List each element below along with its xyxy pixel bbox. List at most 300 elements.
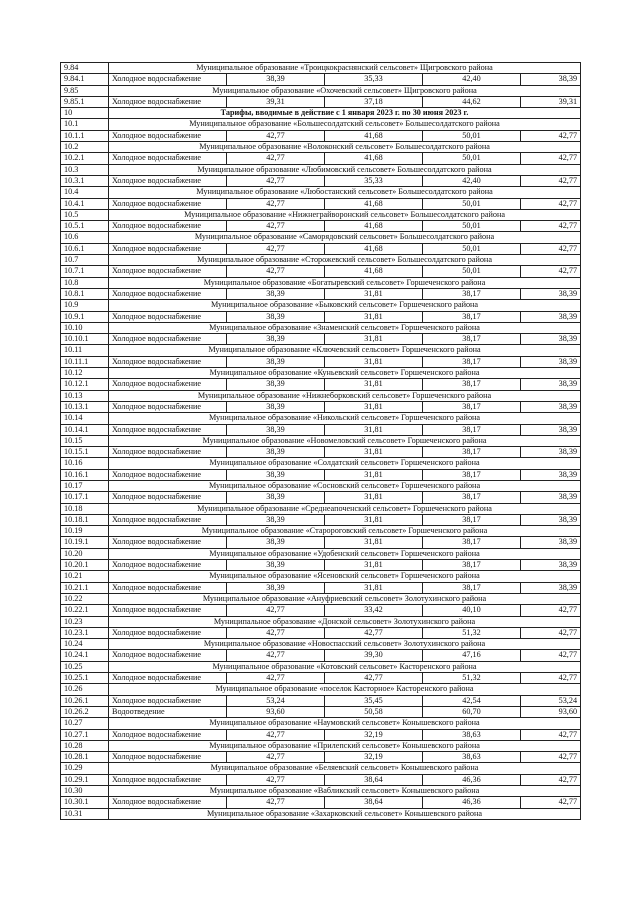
tariff-value: 40,10 (423, 605, 521, 616)
tariff-value: 38,39 (521, 560, 581, 571)
municipality-row (61, 142, 581, 153)
tariff-value: 39,31 (521, 96, 581, 107)
tariff-value: 42,77 (521, 729, 581, 740)
row-number: 10.27.1 (61, 729, 109, 740)
tariff-value: 42,77 (227, 797, 325, 808)
tariff-table (60, 62, 581, 820)
tariff-value: 32,19 (325, 729, 423, 740)
municipality-title: Муниципальное образование «Солдатский сельсовет» Горшеченского района (109, 458, 581, 469)
tariff-value: 38,39 (521, 401, 581, 412)
tariff-value: 42,77 (227, 729, 325, 740)
tariff-value: 38,39 (227, 492, 325, 503)
tariff-row (61, 469, 581, 480)
tariff-value: 38,39 (227, 379, 325, 390)
row-number: 10.14 (61, 413, 109, 424)
row-number: 10.13 (61, 390, 109, 401)
tariff-value: 42,77 (521, 650, 581, 661)
service-name: Холодное водоснабжение (109, 774, 227, 785)
tariff-value: 42,77 (227, 650, 325, 661)
tariff-row (61, 492, 581, 503)
tariff-row (61, 153, 581, 164)
tariff-row (61, 356, 581, 367)
tariff-value: 42,77 (521, 198, 581, 209)
tariff-row (61, 288, 581, 299)
row-number: 10.8.1 (61, 288, 109, 299)
tariff-row (61, 752, 581, 763)
service-name: Холодное водоснабжение (109, 243, 227, 254)
service-name: Холодное водоснабжение (109, 469, 227, 480)
tariff-value: 50,01 (423, 153, 521, 164)
tariff-value: 42,77 (227, 774, 325, 785)
tariff-value: 38,39 (227, 447, 325, 458)
tariff-value: 42,77 (227, 266, 325, 277)
tariff-value: 42,77 (325, 673, 423, 684)
row-number: 10.17.1 (61, 492, 109, 503)
row-number: 10.5 (61, 209, 109, 220)
row-number: 10.19 (61, 526, 109, 537)
row-number: 9.85 (61, 85, 109, 96)
tariff-value: 51,32 (423, 673, 521, 684)
tariff-row (61, 401, 581, 412)
tariff-row (61, 424, 581, 435)
tariff-value: 38,17 (423, 514, 521, 525)
tariff-value: 42,77 (325, 627, 423, 638)
tariff-value: 31,81 (325, 288, 423, 299)
service-name: Холодное водоснабжение (109, 288, 227, 299)
tariff-value: 42,77 (521, 797, 581, 808)
tariff-value: 35,33 (325, 74, 423, 85)
row-number: 10.7.1 (61, 266, 109, 277)
service-name: Холодное водоснабжение (109, 74, 227, 85)
tariff-value: 38,39 (521, 514, 581, 525)
municipality-title: Муниципальное образование «Прилепский сельсовет» Конышевского района (109, 740, 581, 751)
tariff-value: 53,24 (521, 695, 581, 706)
row-number: 10.3 (61, 164, 109, 175)
municipality-row (61, 480, 581, 491)
row-number: 10.1 (61, 119, 109, 130)
row-number: 10.25.1 (61, 673, 109, 684)
tariff-value: 38,39 (521, 582, 581, 593)
tariff-value: 38,39 (521, 74, 581, 85)
municipality-title: Муниципальное образование «Донской сельсовет» Золотухинского района (109, 616, 581, 627)
tariff-value: 42,77 (227, 221, 325, 232)
row-number: 10.10 (61, 322, 109, 333)
tariff-value: 38,39 (521, 492, 581, 503)
tariff-value: 42,77 (521, 153, 581, 164)
tariff-value: 42,77 (521, 774, 581, 785)
row-number: 10.26 (61, 684, 109, 695)
row-number: 10.15 (61, 435, 109, 446)
service-name: Холодное водоснабжение (109, 311, 227, 322)
municipality-title: Муниципальное образование «Вабликский сельсовет» Конышевского района (109, 786, 581, 797)
municipality-title: Муниципальное образование «Ануфриевский сельсовет» Золотухинского района (109, 593, 581, 604)
tariff-value: 31,81 (325, 447, 423, 458)
municipality-title: Муниципальное образование «Знаменский сельсовет» Горшеченского района (109, 322, 581, 333)
tariff-value: 38,63 (423, 729, 521, 740)
tariff-value: 42,77 (521, 752, 581, 763)
tariff-value: 38,17 (423, 401, 521, 412)
municipality-row (61, 808, 581, 819)
row-number: 10.25 (61, 661, 109, 672)
tariff-value: 38,39 (521, 469, 581, 480)
tariff-value: 38,17 (423, 469, 521, 480)
tariff-row (61, 560, 581, 571)
municipality-title: Муниципальное образование «Куньевский сельсовет» Горшеченского района (109, 368, 581, 379)
row-number: 10.22 (61, 593, 109, 604)
tariff-value: 31,81 (325, 311, 423, 322)
municipality-title: Муниципальное образование «Никольский сельсовет» Горшеченского района (109, 413, 581, 424)
tariff-value: 42,77 (227, 130, 325, 141)
row-number: 10.27 (61, 718, 109, 729)
row-number: 9.84.1 (61, 74, 109, 85)
row-number: 10.6.1 (61, 243, 109, 254)
municipality-row (61, 571, 581, 582)
municipality-row (61, 413, 581, 424)
row-number: 10.24 (61, 639, 109, 650)
tariff-value: 31,81 (325, 356, 423, 367)
tariff-document-page (60, 62, 580, 820)
service-name: Холодное водоснабжение (109, 379, 227, 390)
tariff-value: 50,58 (325, 706, 423, 717)
tariff-value: 41,68 (325, 221, 423, 232)
municipality-title: Муниципальное образование «Охочевский сельсовет» Щигровского района (109, 85, 581, 96)
row-number: 10.24.1 (61, 650, 109, 661)
row-number: 10.2.1 (61, 153, 109, 164)
tariff-value: 46,36 (423, 774, 521, 785)
municipality-row (61, 526, 581, 537)
tariff-value: 38,39 (227, 582, 325, 593)
municipality-row (61, 255, 581, 266)
tariff-value: 60,70 (423, 706, 521, 717)
tariff-value: 38,39 (227, 288, 325, 299)
tariff-value: 42,77 (227, 627, 325, 638)
tariff-value: 42,77 (521, 673, 581, 684)
municipality-row (61, 63, 581, 74)
municipality-title: Муниципальное образование «Любостанский сельсовет» Большесолдатского района (109, 187, 581, 198)
section-title: Тарифы, вводимые в действие с 1 января 2023 г. по 30 июня 2023 г. (109, 108, 581, 119)
tariff-value: 38,39 (521, 288, 581, 299)
tariff-row (61, 774, 581, 785)
tariff-value: 42,77 (521, 221, 581, 232)
tariff-value: 31,81 (325, 537, 423, 548)
tariff-row (61, 729, 581, 740)
tariff-value: 38,17 (423, 582, 521, 593)
service-name: Холодное водоснабжение (109, 175, 227, 186)
row-number: 10 (61, 108, 109, 119)
row-number: 10.26.1 (61, 695, 109, 706)
tariff-value: 50,01 (423, 198, 521, 209)
row-number: 10.28 (61, 740, 109, 751)
tariff-value: 38,17 (423, 424, 521, 435)
row-number: 10.18.1 (61, 514, 109, 525)
tariff-row (61, 537, 581, 548)
section-heading-row (61, 108, 581, 119)
row-number: 10.11 (61, 345, 109, 356)
municipality-row (61, 277, 581, 288)
tariff-row (61, 447, 581, 458)
tariff-value: 38,39 (227, 311, 325, 322)
municipality-title: Муниципальное образование «Любимовский сельсовет» Большесолдатского района (109, 164, 581, 175)
row-number: 10.4 (61, 187, 109, 198)
row-number: 10.2 (61, 142, 109, 153)
service-name: Холодное водоснабжение (109, 582, 227, 593)
tariff-value: 38,63 (423, 752, 521, 763)
tariff-row (61, 311, 581, 322)
row-number: 10.29.1 (61, 774, 109, 785)
row-number: 10.23.1 (61, 627, 109, 638)
row-number: 10.20 (61, 548, 109, 559)
service-name: Холодное водоснабжение (109, 514, 227, 525)
row-number: 10.30 (61, 786, 109, 797)
tariff-value: 38,64 (325, 774, 423, 785)
row-number: 10.30.1 (61, 797, 109, 808)
tariff-value: 38,17 (423, 447, 521, 458)
tariff-row (61, 96, 581, 107)
row-number: 10.12.1 (61, 379, 109, 390)
row-number: 10.13.1 (61, 401, 109, 412)
tariff-row (61, 627, 581, 638)
tariff-row (61, 706, 581, 717)
row-number: 10.9.1 (61, 311, 109, 322)
service-name: Холодное водоснабжение (109, 334, 227, 345)
tariff-row (61, 673, 581, 684)
tariff-value: 38,17 (423, 356, 521, 367)
municipality-title: Муниципальное образование «Богатыревский сельсовет» Горшеченского района (109, 277, 581, 288)
tariff-value: 38,39 (521, 379, 581, 390)
row-number: 10.16 (61, 458, 109, 469)
municipality-title: Муниципальное образование «Новоспасский сельсовет» Золотухинского района (109, 639, 581, 650)
tariff-value: 50,01 (423, 221, 521, 232)
row-number: 10.23 (61, 616, 109, 627)
row-number: 10.17 (61, 480, 109, 491)
tariff-value: 50,01 (423, 243, 521, 254)
tariff-row (61, 582, 581, 593)
municipality-title: Муниципальное образование «поселок Касторное» Касторенского района (109, 684, 581, 695)
municipality-row (61, 300, 581, 311)
service-name: Холодное водоснабжение (109, 695, 227, 706)
municipality-row (61, 786, 581, 797)
municipality-row (61, 322, 581, 333)
tariff-value: 38,39 (521, 447, 581, 458)
municipality-title: Муниципальное образование «Волоконский сельсовет» Большесолдатского района (109, 142, 581, 153)
tariff-value: 42,77 (521, 243, 581, 254)
tariff-value: 42,40 (423, 175, 521, 186)
tariff-value: 38,39 (521, 424, 581, 435)
tariff-value: 38,39 (521, 356, 581, 367)
tariff-value: 44,62 (423, 96, 521, 107)
municipality-title: Муниципальное образование «Саморядовский сельсовет» Большесолдатского района (109, 232, 581, 243)
municipality-title: Муниципальное образование «Быковский сельсовет» Горшеченского района (109, 300, 581, 311)
tariff-value: 53,24 (227, 695, 325, 706)
tariff-value: 41,68 (325, 266, 423, 277)
municipality-row (61, 209, 581, 220)
row-number: 10.28.1 (61, 752, 109, 763)
tariff-value: 38,39 (227, 401, 325, 412)
row-number: 10.3.1 (61, 175, 109, 186)
tariff-value: 39,31 (227, 96, 325, 107)
service-name: Холодное водоснабжение (109, 130, 227, 141)
row-number: 10.12 (61, 368, 109, 379)
municipality-title: Муниципальное образование «Нижнеграйворонский сельсовет» Большесолдатского района (109, 209, 581, 220)
tariff-value: 42,77 (227, 752, 325, 763)
tariff-value: 31,81 (325, 514, 423, 525)
service-name: Холодное водоснабжение (109, 221, 227, 232)
tariff-value: 93,60 (227, 706, 325, 717)
tariff-value: 38,39 (521, 311, 581, 322)
municipality-title: Муниципальное образование «Котовский сельсовет» Касторенского района (109, 661, 581, 672)
tariff-value: 42,77 (521, 130, 581, 141)
service-name: Холодное водоснабжение (109, 673, 227, 684)
tariff-table-body (61, 63, 581, 820)
row-number: 10.15.1 (61, 447, 109, 458)
row-number: 10.9 (61, 300, 109, 311)
tariff-row (61, 130, 581, 141)
tariff-row (61, 221, 581, 232)
tariff-value: 38,39 (227, 424, 325, 435)
service-name: Холодное водоснабжение (109, 729, 227, 740)
tariff-row (61, 650, 581, 661)
service-name: Холодное водоснабжение (109, 605, 227, 616)
service-name: Холодное водоснабжение (109, 266, 227, 277)
municipality-title: Муниципальное образование «Среднеапоченский сельсовет» Горшеченского района (109, 503, 581, 514)
tariff-value: 38,39 (227, 334, 325, 345)
tariff-value: 41,68 (325, 153, 423, 164)
tariff-value: 46,36 (423, 797, 521, 808)
tariff-value: 38,17 (423, 492, 521, 503)
tariff-value: 42,77 (227, 243, 325, 254)
row-number: 10.5.1 (61, 221, 109, 232)
municipality-title: Муниципальное образование «Захарковский сельсовет» Конышевского района (109, 808, 581, 819)
municipality-title: Муниципальное образование «Ключевский сельсовет» Горшеченского района (109, 345, 581, 356)
row-number: 10.14.1 (61, 424, 109, 435)
row-number: 10.16.1 (61, 469, 109, 480)
municipality-row (61, 390, 581, 401)
service-name: Холодное водоснабжение (109, 96, 227, 107)
tariff-value: 42,77 (521, 605, 581, 616)
tariff-value: 38,17 (423, 537, 521, 548)
tariff-value: 33,42 (325, 605, 423, 616)
municipality-title: Муниципальное образование «Удобенский сельсовет» Горшеченского района (109, 548, 581, 559)
tariff-value: 35,45 (325, 695, 423, 706)
service-name: Холодное водоснабжение (109, 797, 227, 808)
service-name: Холодное водоснабжение (109, 401, 227, 412)
service-name: Холодное водоснабжение (109, 492, 227, 503)
municipality-row (61, 684, 581, 695)
municipality-row (61, 435, 581, 446)
tariff-value: 38,39 (227, 537, 325, 548)
tariff-value: 38,64 (325, 797, 423, 808)
row-number: 10.6 (61, 232, 109, 243)
tariff-value: 31,81 (325, 401, 423, 412)
municipality-title: Муниципальное образование «Старороговский сельсовет» Горшеченского района (109, 526, 581, 537)
tariff-value: 39,30 (325, 650, 423, 661)
tariff-value: 32,19 (325, 752, 423, 763)
tariff-value: 93,60 (521, 706, 581, 717)
service-name: Холодное водоснабжение (109, 752, 227, 763)
tariff-value: 42,40 (423, 74, 521, 85)
tariff-value: 38,39 (227, 74, 325, 85)
municipality-row (61, 740, 581, 751)
municipality-row (61, 763, 581, 774)
row-number: 10.19.1 (61, 537, 109, 548)
service-name: Холодное водоснабжение (109, 356, 227, 367)
service-name: Холодное водоснабжение (109, 153, 227, 164)
service-name: Холодное водоснабжение (109, 447, 227, 458)
tariff-value: 42,77 (227, 198, 325, 209)
tariff-value: 38,39 (227, 560, 325, 571)
tariff-row (61, 175, 581, 186)
tariff-value: 31,81 (325, 560, 423, 571)
row-number: 10.18 (61, 503, 109, 514)
row-number: 10.11.1 (61, 356, 109, 367)
tariff-value: 41,68 (325, 243, 423, 254)
tariff-value: 50,01 (423, 130, 521, 141)
tariff-value: 42,77 (227, 175, 325, 186)
tariff-value: 31,81 (325, 582, 423, 593)
tariff-value: 38,17 (423, 560, 521, 571)
municipality-row (61, 232, 581, 243)
tariff-value: 38,39 (227, 356, 325, 367)
municipality-row (61, 119, 581, 130)
municipality-title: Муниципальное образование «Беляевский сельсовет» Конышевского района (109, 763, 581, 774)
tariff-value: 42,54 (423, 695, 521, 706)
service-name: Холодное водоснабжение (109, 560, 227, 571)
row-number: 10.21.1 (61, 582, 109, 593)
service-name: Холодное водоснабжение (109, 627, 227, 638)
tariff-value: 42,77 (521, 627, 581, 638)
municipality-row (61, 661, 581, 672)
municipality-title: Муниципальное образование «Наумовский сельсовет» Конышевского района (109, 718, 581, 729)
tariff-row (61, 797, 581, 808)
municipality-row (61, 718, 581, 729)
service-name: Холодное водоснабжение (109, 537, 227, 548)
municipality-title: Муниципальное образование «Ясеновский сельсовет» Горшеченского района (109, 571, 581, 582)
row-number: 10.1.1 (61, 130, 109, 141)
municipality-row (61, 639, 581, 650)
tariff-value: 42,77 (227, 153, 325, 164)
tariff-row (61, 334, 581, 345)
service-name: Холодное водоснабжение (109, 424, 227, 435)
municipality-row (61, 187, 581, 198)
row-number: 10.20.1 (61, 560, 109, 571)
tariff-value: 35,33 (325, 175, 423, 186)
tariff-value: 50,01 (423, 266, 521, 277)
tariff-value: 42,77 (521, 175, 581, 186)
municipality-title: Муниципальное образование «Троицкокраснянский сельсовет» Щигровского района (109, 63, 581, 74)
municipality-row (61, 345, 581, 356)
row-number: 10.21 (61, 571, 109, 582)
tariff-value: 42,77 (227, 673, 325, 684)
row-number: 10.29 (61, 763, 109, 774)
municipality-row (61, 458, 581, 469)
tariff-row (61, 514, 581, 525)
municipality-title: Муниципальное образование «Новомеловский сельсовет» Горшеченского района (109, 435, 581, 446)
service-name: Холодное водоснабжение (109, 198, 227, 209)
tariff-row (61, 605, 581, 616)
service-name: Водоотведение (109, 706, 227, 717)
municipality-row (61, 616, 581, 627)
municipality-row (61, 548, 581, 559)
tariff-value: 38,17 (423, 334, 521, 345)
tariff-value: 38,39 (521, 537, 581, 548)
tariff-value: 38,39 (227, 469, 325, 480)
tariff-row (61, 379, 581, 390)
service-name: Холодное водоснабжение (109, 650, 227, 661)
tariff-value: 41,68 (325, 130, 423, 141)
tariff-value: 31,81 (325, 492, 423, 503)
tariff-value: 38,17 (423, 288, 521, 299)
row-number: 10.8 (61, 277, 109, 288)
